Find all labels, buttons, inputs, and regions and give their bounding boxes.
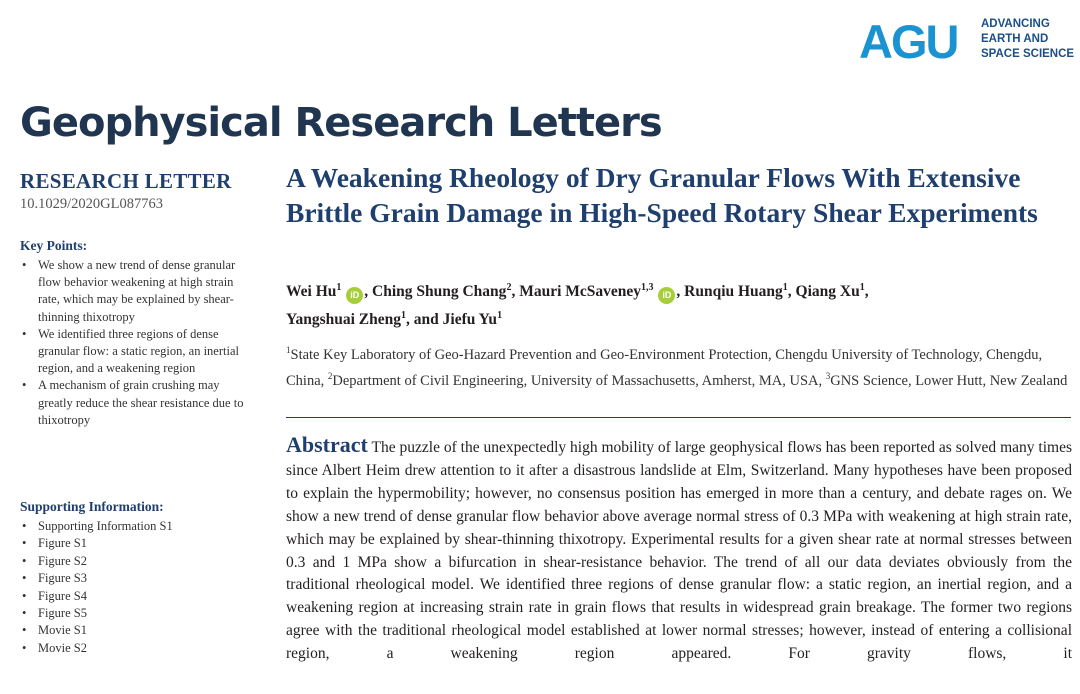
abstract-text: The puzzle of the unexpectedly high mobility of large geophysical flows has been reported as solved many times since Albert Heim drew attention to it after a disastrous landslide at Elm, Switzerland. Many hypotheses have been proposed to explain the hypermobility; however, no consensus position has emerged in more than a century, and debate rages on. We show a new trend of dense granular flow behavior above average normal stress of 0.3 MPa with weakening at high strain rate, which may be explained by shear-thinning thixotropy. Experimental results for a given shear rate at normal stresses between 0.3 and 1 MPa show a bifurcation in shear-resistance behavior. The trend of all our data deviates obviously from the traditional rheological model. We identified three regions of dense granular flow: a static region, an inertial region, and a weakening region at increasing strain rate in grain flows that results in widespread grain breakage. The former two regions agree with the traditional rheological model established at lower normal stresses; however, instead of entering a collisional region, a weakening region appeared. For gravity flows, it [286,439,1072,663]
logo-line-2: EARTH AND [981,33,1049,45]
article-type: RESEARCH LETTER [20,169,232,193]
author-affiliation-marker: 1 [859,282,865,293]
author-name[interactable]: Jiefu Yu [442,311,498,329]
key-points-list [20,257,255,429]
supporting-info-item[interactable]: • Movie S1 [20,622,173,639]
affiliation-number: 1 [286,345,291,355]
abstract [286,434,1072,666]
key-point-item: • A mechanism of grain crushing may greatly reduce the shear resistance due to thixotropy [20,377,255,429]
author-separator: , [676,283,685,301]
author-separator: , [511,283,520,301]
author-name[interactable]: Qiang Xu [795,283,860,301]
author-separator: , [364,283,373,301]
logo-line-3: SPACE SCIENCE [981,48,1075,60]
key-point-item: • We identified three regions of dense granular flow: a static region, an inertial region, and a weakening region [20,326,255,378]
supporting-info-item[interactable]: • Figure S5 [20,605,173,622]
author-affiliation-marker: 2 [506,282,512,293]
author-separator: , [864,283,869,301]
author-affiliation-marker: 1 [782,282,788,293]
key-point-item: • We show a new trend of dense granular flow behavior weakening at high strain rate, which may be explained by shear-thinning thixotropy [20,257,255,326]
supporting-info-item[interactable]: • Figure S2 [20,553,173,570]
affiliation-number: 2 [327,370,333,381]
supporting-info-item[interactable]: • Figure S1 [20,535,173,552]
supporting-info-list [20,518,173,657]
doi[interactable]: 10.1029/2020GL087763 [20,196,163,212]
author-affiliation-marker: 1,3 [641,282,654,293]
orcid-icon[interactable]: iD [658,287,675,304]
affiliation-text: State Key Laboratory of Geo-Hazard Prevention and Geo-Environment Protection, Chengdu University of Technology, Chengdu, China, [286,346,1043,389]
article-title: A Weakening Rheology of Dry Granular Flows With Extensive Brittle Grain Damage in High-Speed Rotary Shear Experiments [286,162,1038,228]
author-name[interactable]: Wei Hu [286,283,337,301]
agu-logo-mark: AGU [859,15,958,68]
key-points-heading: Key Points: [20,238,88,253]
supporting-info-item[interactable]: • Supporting Information S1 [20,518,173,535]
affiliation-text: GNS Science, Lower Hutt, New Zealand [830,372,1068,389]
supporting-info-heading: Supporting Information: [20,499,164,514]
section-divider [286,417,1071,418]
supporting-info-item[interactable]: • Figure S4 [20,588,173,605]
author-name[interactable]: Yangshuai Zheng [286,311,402,329]
author-separator: , [787,283,796,301]
agu-logo-tagline [981,17,1074,62]
author-name[interactable]: Mauri McSaveney [519,283,642,301]
author-separator: , and [406,311,443,329]
agu-logo[interactable] [859,14,1075,68]
abstract-heading: Abstract [286,432,368,457]
supporting-info-item[interactable]: • Movie S2 [20,640,173,657]
journal-name: Geophysical Research Letters [20,100,662,146]
author-list [286,276,1006,331]
affiliation-text: Department of Civil Engineering, University of Massachusetts, Amherst, MA, USA, [332,372,826,389]
author-affiliation-marker: 1 [497,310,503,322]
affiliation-number: 3 [825,370,831,381]
author-affiliation-marker: 1 [336,282,342,293]
author-name[interactable]: Runqiu Huang [684,283,783,301]
logo-line-1: ADVANCING [981,18,1050,30]
author-affiliation-marker: 1 [401,310,407,322]
orcid-icon[interactable]: iD [346,287,363,304]
affiliations [286,340,1076,392]
author-name[interactable]: Ching Shung Chang [372,283,507,301]
supporting-info-item[interactable]: • Figure S3 [20,570,173,587]
